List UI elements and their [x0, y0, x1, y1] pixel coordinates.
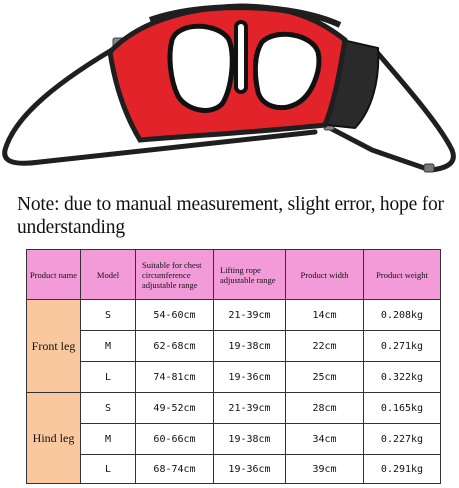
header-weight: Product weight [364, 250, 441, 300]
header-product-name: Product name [27, 250, 81, 300]
table-row [27, 393, 441, 424]
cell-model: L [81, 362, 136, 393]
group-label-front-leg: Front leg [27, 300, 81, 393]
table-row [27, 331, 441, 362]
table-row [27, 300, 441, 331]
cell-chest: 60-66cm [136, 424, 214, 455]
cell-rope: 19-36cm [214, 362, 286, 393]
left-leg-hole [170, 26, 232, 110]
center-slot [236, 22, 246, 92]
cell-weight: 0.271kg [364, 331, 441, 362]
cell-width: 39cm [286, 455, 364, 484]
cell-chest: 62-68cm [136, 331, 214, 362]
product-photo [0, 0, 459, 182]
cell-width: 34cm [286, 424, 364, 455]
cell-rope: 21-39cm [214, 393, 286, 424]
cell-width: 14cm [286, 300, 364, 331]
header-model: Model [81, 250, 136, 300]
cell-chest: 68-74cm [136, 455, 214, 484]
cell-width: 28cm [286, 393, 364, 424]
cell-width: 22cm [286, 331, 364, 362]
cell-rope: 19-38cm [214, 331, 286, 362]
header-rope-range: Lifting rope adjustable range [214, 250, 286, 300]
strap-end-buckle [424, 164, 434, 172]
cell-rope: 19-38cm [214, 424, 286, 455]
cell-weight: 0.208kg [364, 300, 441, 331]
table-row [27, 455, 441, 484]
header-width: Product width [286, 250, 364, 300]
cell-weight: 0.165kg [364, 393, 441, 424]
table-row [27, 424, 441, 455]
cell-model: M [81, 331, 136, 362]
cell-model: S [81, 300, 136, 331]
cell-chest: 49-52cm [136, 393, 214, 424]
table-row [27, 362, 441, 393]
cell-weight: 0.322kg [364, 362, 441, 393]
cell-model: S [81, 393, 136, 424]
cell-rope: 19-36cm [214, 455, 286, 484]
measurement-note: Note: due to manual measurement, slight error, hope for understanding [17, 194, 444, 238]
table-header-row [27, 250, 441, 300]
cell-chest: 54-60cm [136, 300, 214, 331]
group-label-hind-leg: Hind leg [27, 393, 81, 484]
cell-model: L [81, 455, 136, 484]
cell-rope: 21-39cm [214, 300, 286, 331]
cell-chest: 74-81cm [136, 362, 214, 393]
header-chest-range: Suitable for chest circumference adjustable range [136, 250, 214, 300]
size-chart-table [26, 249, 441, 484]
cell-width: 25cm [286, 362, 364, 393]
cell-weight: 0.227kg [364, 424, 441, 455]
cell-model: M [81, 424, 136, 455]
cell-weight: 0.291kg [364, 455, 441, 484]
